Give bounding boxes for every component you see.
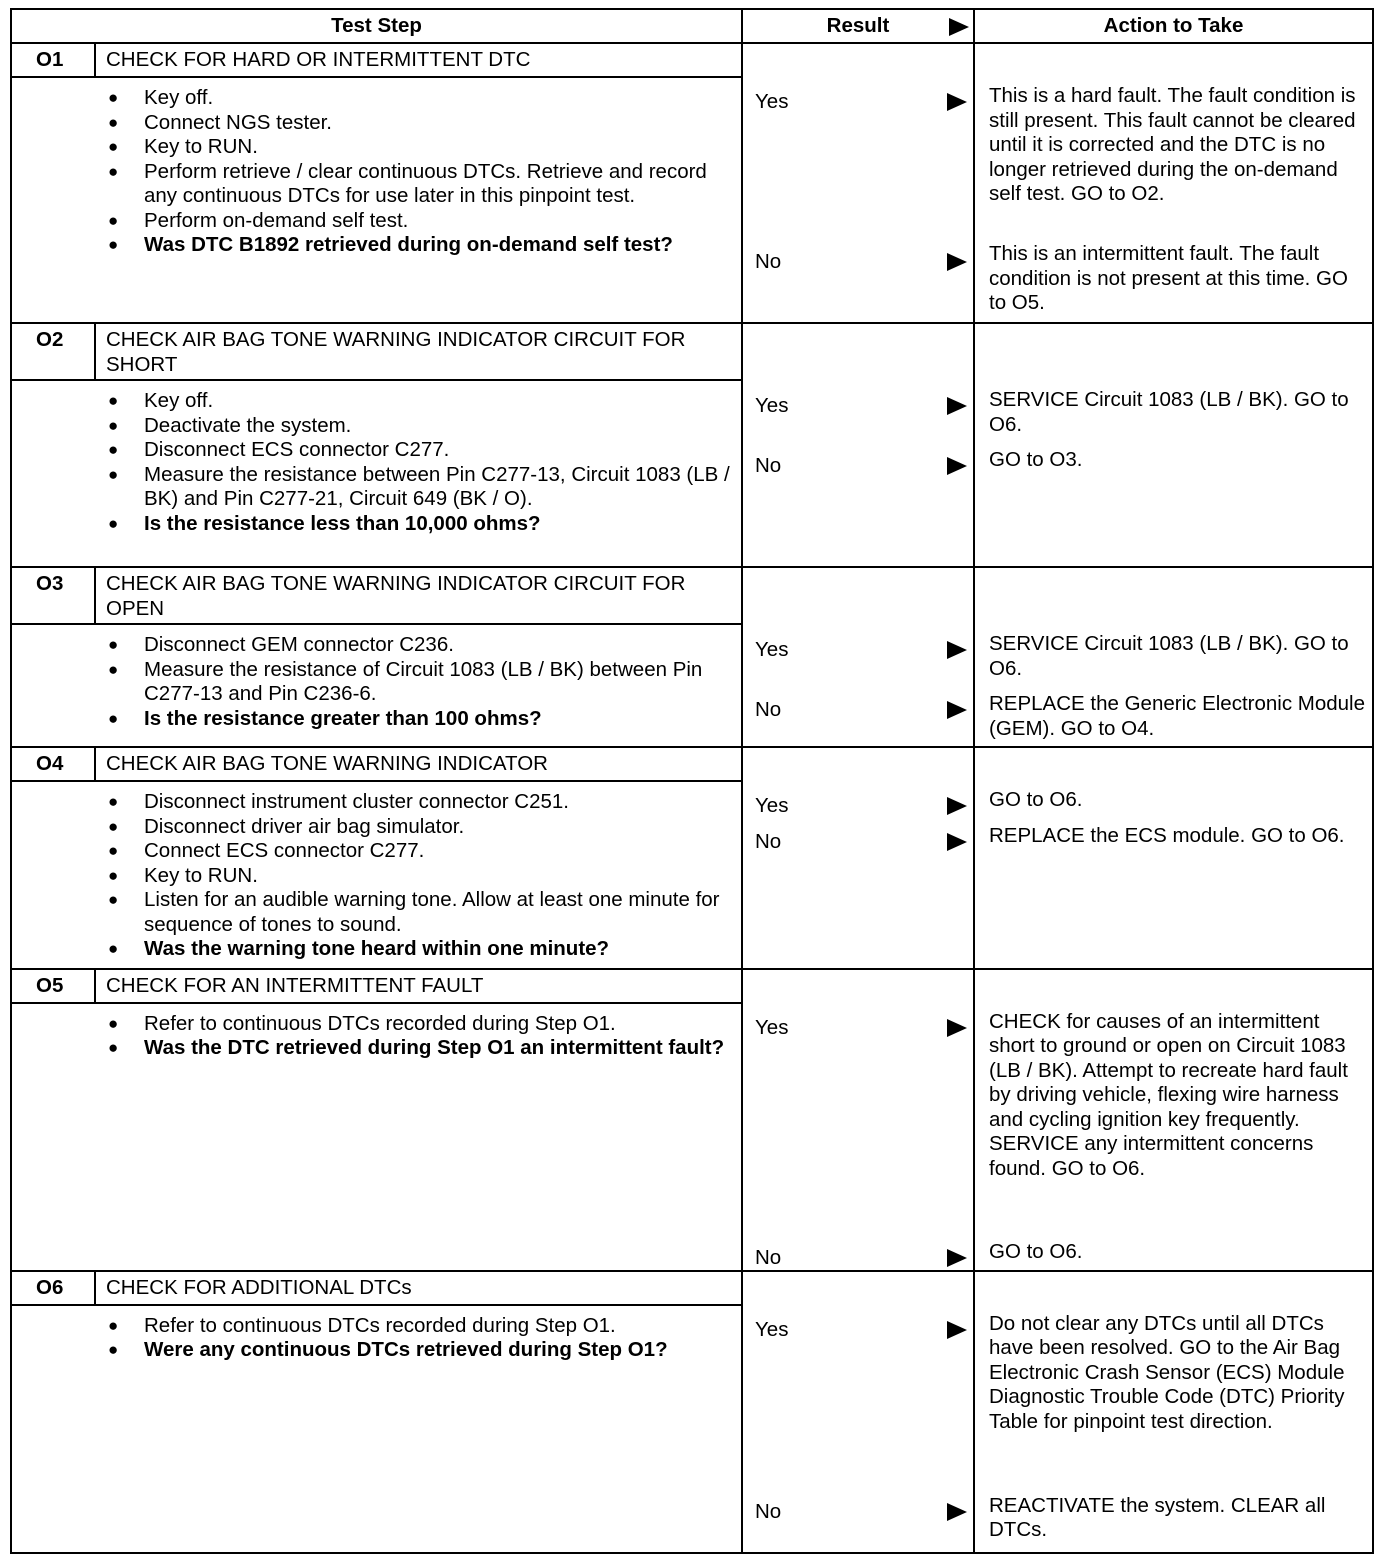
step-number: O4 — [12, 748, 96, 780]
result-header — [742, 9, 974, 43]
result-cell — [742, 747, 974, 969]
no-action: This is an intermittent fault. The fault condition is not present at this time. GO to O5. — [989, 242, 1348, 314]
step-bullet: ● Connect NGS tester. — [108, 111, 735, 136]
step-bullet-list — [12, 1306, 741, 1369]
test-step-cell — [11, 43, 742, 323]
result-no — [755, 830, 969, 856]
no-label: No — [755, 1499, 782, 1523]
step-bullet: ● Listen for an audible warning tone. Allow at least one minute for sequence of tones to sound. — [108, 888, 735, 937]
arrow-right-icon — [947, 1019, 967, 1037]
step-header — [12, 970, 741, 1004]
yes-action: GO to O6. — [989, 788, 1083, 811]
step-header — [12, 44, 741, 78]
result-header-label: Result — [826, 13, 890, 37]
step-title: CHECK FOR AN INTERMITTENT FAULT — [106, 973, 484, 997]
arrow-right-icon — [947, 1249, 967, 1267]
no-action: REACTIVATE the system. CLEAR all DTCs. — [989, 1493, 1326, 1541]
result-no — [755, 698, 969, 724]
step-bullet: ● Disconnect GEM connector C236. — [108, 633, 735, 658]
step-bullet: ● Deactivate the system. — [108, 414, 735, 439]
yes-action: SERVICE Circuit 1083 (LB / BK). GO to O6. — [989, 632, 1349, 680]
action-cell — [974, 43, 1373, 323]
table-row — [11, 1271, 1373, 1553]
result-cell — [742, 43, 974, 323]
result-yes — [755, 794, 969, 820]
step-bullet: ● Key to RUN. — [108, 135, 735, 160]
pinpoint-test-page — [10, 8, 1372, 1554]
yes-label: Yes — [755, 638, 789, 661]
test-step-cell — [11, 1271, 742, 1553]
step-bullet: ● Measure the resistance between Pin C277-13, Circuit 1083 (LB / BK) and Pin C277-21, Circuit 649 (BK / O). — [108, 463, 735, 512]
step-bullet: ● Refer to continuous DTCs recorded during Step O1. — [108, 1314, 735, 1339]
step-title: CHECK AIR BAG TONE WARNING INDICATOR CIRCUIT FOR SHORT — [106, 328, 686, 376]
step-number: O2 — [12, 324, 96, 379]
arrow-right-icon — [947, 701, 967, 719]
step-question: ● Was DTC B1892 retrieved during on-demand self test? — [108, 233, 735, 258]
step-bullet: ● Disconnect driver air bag simulator. — [108, 815, 735, 840]
result-no — [755, 1246, 969, 1272]
no-label: No — [755, 250, 782, 273]
test-step-cell — [11, 567, 742, 747]
step-question: ● Was the warning tone heard within one minute? — [108, 937, 735, 962]
no-label: No — [755, 830, 782, 853]
step-bullet-list — [12, 1004, 741, 1067]
arrow-right-icon — [947, 253, 967, 271]
step-header — [12, 324, 741, 381]
result-cell — [742, 323, 974, 567]
arrow-right-icon — [947, 641, 967, 659]
arrow-right-icon — [947, 833, 967, 851]
action-cell — [974, 567, 1373, 747]
yes-label: Yes — [755, 1015, 789, 1039]
result-yes — [755, 638, 969, 664]
step-bullet-list — [12, 625, 741, 737]
step-question: ● Is the resistance greater than 100 ohms? — [108, 707, 735, 732]
step-bullet: ● Key off. — [108, 389, 735, 414]
arrow-right-icon — [947, 397, 967, 415]
table-row — [11, 323, 1373, 567]
table-row — [11, 567, 1373, 747]
step-header — [12, 748, 741, 782]
step-number: O6 — [12, 1272, 96, 1304]
yes-label: Yes — [755, 90, 789, 113]
action-header: Action to Take — [974, 9, 1373, 43]
no-action: GO to O3. — [989, 448, 1083, 471]
result-cell — [742, 1271, 974, 1553]
yes-action: CHECK for causes of an intermittent short to ground or open on Circuit 1083 (LB / BK). Attempt to recreate hard fault by driving vehicle, flexing wire harness and cycling ignition key frequently. SERVICE any intermittent concerns found. GO to O6. — [989, 1009, 1348, 1180]
no-label: No — [755, 454, 782, 477]
arrow-right-icon — [947, 93, 967, 111]
action-cell — [974, 1271, 1373, 1553]
yes-label: Yes — [755, 1317, 789, 1341]
step-title: CHECK FOR HARD OR INTERMITTENT DTC — [106, 48, 531, 71]
step-bullet: ● Measure the resistance of Circuit 1083 (LB / BK) between Pin C277-13 and Pin C236-6. — [108, 658, 735, 707]
no-action: GO to O6. — [989, 1239, 1083, 1263]
step-bullet: ● Perform on-demand self test. — [108, 209, 735, 234]
test-step-header: Test Step — [11, 9, 742, 43]
no-action: REPLACE the ECS module. GO to O6. — [989, 824, 1345, 847]
yes-action: SERVICE Circuit 1083 (LB / BK). GO to O6. — [989, 388, 1349, 436]
step-bullet: ● Disconnect instrument cluster connector C251. — [108, 790, 735, 815]
test-step-cell — [11, 323, 742, 567]
arrow-right-icon — [947, 457, 967, 475]
step-title: CHECK AIR BAG TONE WARNING INDICATOR CIRCUIT FOR OPEN — [106, 572, 686, 620]
step-bullet-list — [12, 78, 741, 264]
step-bullet-list — [12, 381, 741, 542]
result-yes — [755, 394, 969, 420]
yes-action: Do not clear any DTCs until all DTCs have been resolved. GO to the Air Bag Electronic Crash Sensor (ECS) Module Diagnostic Trouble Code (DTC) Priority Table for pinpoint test direction. — [989, 1311, 1345, 1433]
table-row — [11, 747, 1373, 969]
step-question: ● Were any continuous DTCs retrieved during Step O1? — [108, 1338, 735, 1363]
yes-label: Yes — [755, 394, 789, 417]
yes-label: Yes — [755, 794, 789, 817]
arrow-right-icon — [947, 1321, 967, 1339]
no-action: REPLACE the Generic Electronic Module (GEM). GO to O4. — [989, 692, 1366, 740]
arrow-right-icon — [947, 797, 967, 815]
test-step-cell — [11, 747, 742, 969]
step-bullet: ● Key to RUN. — [108, 864, 735, 889]
arrow-right-icon — [949, 18, 969, 43]
step-question: ● Was the DTC retrieved during Step O1 an intermittent fault? — [108, 1036, 735, 1061]
result-no — [755, 1500, 969, 1526]
result-yes — [755, 90, 969, 116]
table-header-row — [11, 9, 1373, 43]
step-number: O1 — [12, 44, 96, 76]
step-title: CHECK AIR BAG TONE WARNING INDICATOR — [106, 752, 548, 775]
no-label: No — [755, 698, 782, 721]
action-cell — [974, 323, 1373, 567]
step-title: CHECK FOR ADDITIONAL DTCs — [106, 1275, 412, 1299]
pinpoint-test-table — [10, 8, 1374, 1554]
arrow-right-icon — [947, 1503, 967, 1521]
step-number: O3 — [12, 568, 96, 623]
result-no — [755, 250, 969, 276]
step-bullet: ● Key off. — [108, 86, 735, 111]
action-cell — [974, 747, 1373, 969]
yes-action: This is a hard fault. The fault condition is still present. This fault cannot be cleared until it is corrected and the DTC is no longer retrieved during the on-demand self test. GO to O2. — [989, 84, 1356, 205]
no-label: No — [755, 1245, 782, 1269]
result-no — [755, 454, 969, 480]
result-yes — [755, 1318, 969, 1344]
step-bullet: ● Connect ECS connector C277. — [108, 839, 735, 864]
step-header — [12, 1272, 741, 1306]
table-row — [11, 969, 1373, 1271]
step-question: ● Is the resistance less than 10,000 ohms? — [108, 512, 735, 537]
step-bullet: ● Disconnect ECS connector C277. — [108, 438, 735, 463]
result-yes — [755, 1016, 969, 1042]
action-cell — [974, 969, 1373, 1271]
step-number: O5 — [12, 970, 96, 1002]
step-header — [12, 568, 741, 625]
step-bullet: ● Refer to continuous DTCs recorded during Step O1. — [108, 1012, 735, 1037]
result-cell — [742, 567, 974, 747]
result-cell — [742, 969, 974, 1271]
table-row — [11, 43, 1373, 323]
step-bullet-list — [12, 782, 741, 968]
test-step-cell — [11, 969, 742, 1271]
step-bullet: ● Perform retrieve / clear continuous DTCs. Retrieve and record any continuous DTCs for use later in this pinpoint test. — [108, 160, 735, 209]
